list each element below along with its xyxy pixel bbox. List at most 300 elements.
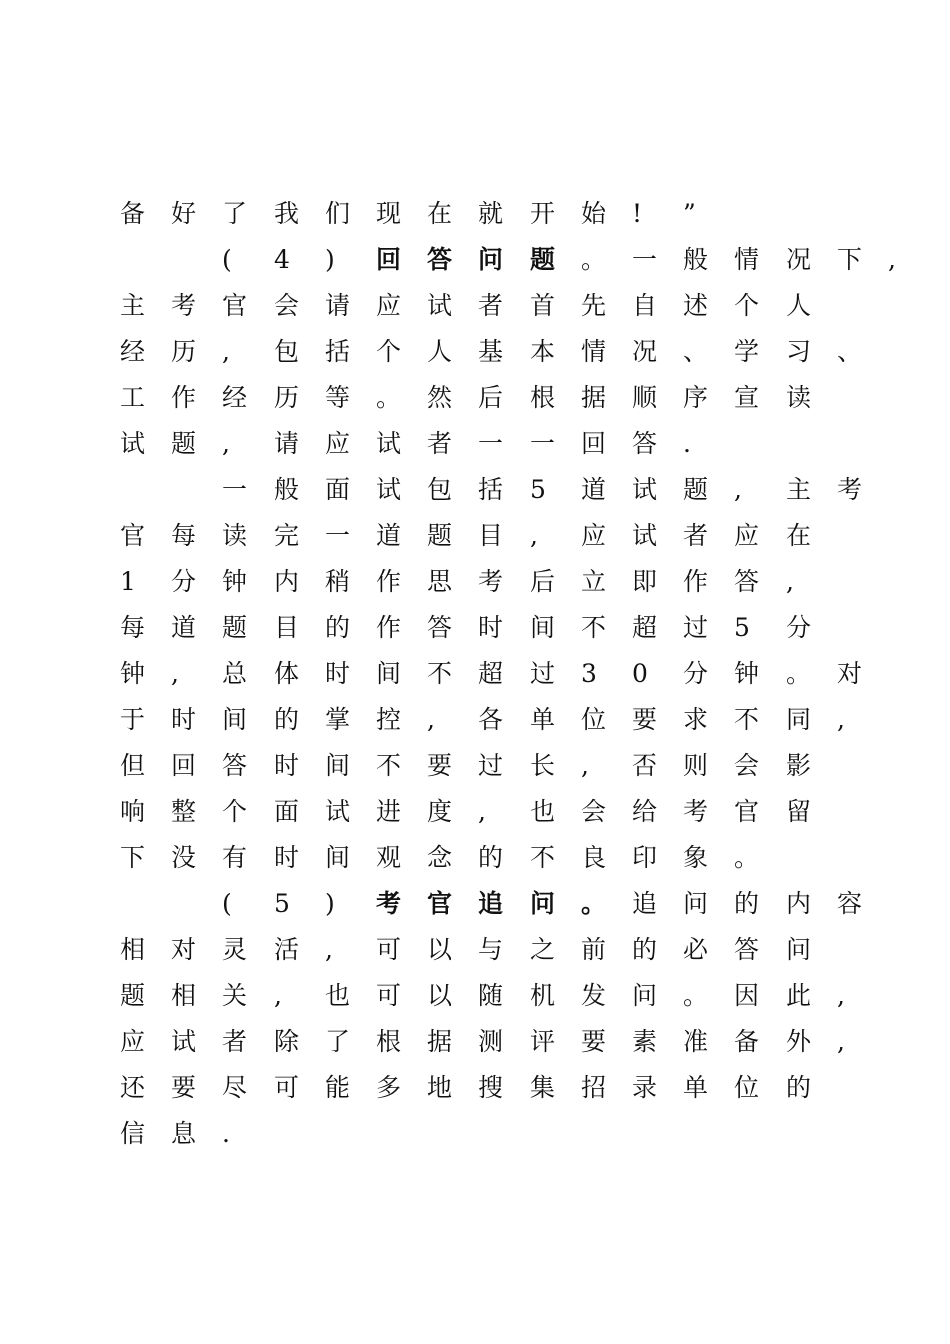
text-char: 、 [683, 337, 709, 366]
text-char: 立 [581, 567, 607, 596]
text-char: 超 [478, 659, 504, 688]
text-char: 时 [478, 613, 504, 642]
text-char: ” [683, 199, 696, 228]
text-line [120, 838, 840, 878]
text-char: 序 [683, 383, 709, 412]
text-char: 随 [478, 981, 504, 1010]
text-char: 长 [530, 751, 556, 780]
text-char: 不 [427, 659, 453, 688]
text-char: ! [632, 199, 643, 228]
text-char: 单 [530, 705, 556, 734]
text-char: 没 [171, 843, 197, 872]
text-char: 道 [581, 475, 607, 504]
text-char: 况 [632, 337, 658, 366]
text-char: 观 [376, 843, 402, 872]
text-char: 官 [427, 889, 453, 918]
text-char: 应 [581, 521, 607, 550]
text-char: 试 [427, 291, 453, 320]
text-char: 位 [734, 1073, 760, 1102]
text-char: 。 [786, 659, 812, 688]
text-line [120, 1114, 840, 1154]
text-char: 除 [274, 1027, 300, 1056]
text-char: 的 [478, 843, 504, 872]
text-char: 4 [274, 245, 290, 274]
text-char: 过 [530, 659, 556, 688]
text-char: 包 [427, 475, 453, 504]
text-char: 5 [530, 475, 546, 504]
text-char: 对 [837, 659, 863, 688]
text-char: 般 [274, 475, 300, 504]
text-char: , [222, 337, 230, 366]
text-char: 1 [120, 567, 136, 596]
text-char: 控 [376, 705, 402, 734]
text-char: 经 [120, 337, 146, 366]
text-char: 回 [171, 751, 197, 780]
text-char: 念 [427, 843, 453, 872]
text-char: 完 [274, 521, 300, 550]
text-char: 有 [222, 843, 248, 872]
text-char: 的 [274, 705, 300, 734]
text-char: 良 [581, 843, 607, 872]
text-char: 关 [222, 981, 248, 1010]
text-char: 题 [222, 613, 248, 642]
text-char: 后 [478, 383, 504, 412]
text-char: 。 [376, 383, 402, 412]
text-char: 面 [274, 797, 300, 826]
text-char: 先 [581, 291, 607, 320]
text-char: 息 [171, 1119, 197, 1148]
text-char: 就 [478, 199, 504, 228]
text-char: ) [325, 889, 335, 918]
text-char: 分 [786, 613, 812, 642]
text-char: 个 [222, 797, 248, 826]
text-char: 录 [632, 1073, 658, 1102]
text-char: 者 [478, 291, 504, 320]
text-char: 稍 [325, 567, 351, 596]
text-char: 历 [171, 337, 197, 366]
text-char: 。 [734, 843, 760, 872]
text-char: 体 [274, 659, 300, 688]
text-line [120, 792, 840, 832]
text-char: 时 [325, 659, 351, 688]
text-char: 发 [581, 981, 607, 1010]
text-char: 官 [734, 797, 760, 826]
text-char: 首 [530, 291, 556, 320]
text-char: 考 [478, 567, 504, 596]
text-char: 。 [683, 981, 709, 1010]
text-char: 好 [171, 199, 197, 228]
text-char: 学 [734, 337, 760, 366]
text-char: 各 [478, 705, 504, 734]
text-line [120, 884, 863, 924]
text-char: 目 [478, 521, 504, 550]
text-char: 准 [683, 1027, 709, 1056]
text-char: 答 [734, 935, 760, 964]
text-char: 前 [581, 935, 607, 964]
text-char: 一 [478, 429, 504, 458]
text-char: ) [325, 245, 335, 274]
text-char: 题 [171, 429, 197, 458]
text-char: , [581, 751, 589, 780]
text-char: 试 [325, 797, 351, 826]
text-char: 作 [376, 613, 402, 642]
text-char: 历 [274, 383, 300, 412]
text-char: 超 [632, 613, 658, 642]
text-char: 试 [632, 475, 658, 504]
text-char: 应 [325, 429, 351, 458]
text-char: 题 [427, 521, 453, 550]
text-char: 求 [683, 705, 709, 734]
text-char: ( [222, 245, 232, 274]
text-line [120, 608, 840, 648]
text-char: , [222, 429, 230, 458]
text-char: 能 [325, 1073, 351, 1102]
text-char: 问 [632, 981, 658, 1010]
text-char: 根 [530, 383, 556, 412]
text-char: 即 [632, 567, 658, 596]
text-char: 时 [274, 751, 300, 780]
text-char: 在 [427, 199, 453, 228]
text-char: 必 [683, 935, 709, 964]
text-char: 试 [171, 1027, 197, 1056]
text-char: 会 [274, 291, 300, 320]
text-char: 地 [427, 1073, 453, 1102]
text-char: 习 [786, 337, 812, 366]
text-char: 每 [171, 521, 197, 550]
text-char: 般 [683, 245, 709, 274]
text-char: 包 [274, 337, 300, 366]
text-char: 题 [530, 245, 556, 274]
text-char: 述 [683, 291, 709, 320]
text-char: 人 [786, 291, 812, 320]
text-char: 试 [376, 475, 402, 504]
text-char: , [837, 981, 845, 1010]
text-char: 分 [683, 659, 709, 688]
text-char: 不 [581, 613, 607, 642]
text-char: 考 [376, 889, 402, 918]
text-char: 。 [581, 245, 607, 274]
text-char: 基 [478, 337, 504, 366]
text-char: 下 [837, 245, 863, 274]
text-char: 掌 [325, 705, 351, 734]
text-char: 多 [376, 1073, 402, 1102]
text-char: 考 [683, 797, 709, 826]
text-char: 对 [171, 935, 197, 964]
text-char: 相 [171, 981, 197, 1010]
text-char: 还 [120, 1073, 146, 1102]
text-char: 度 [427, 797, 453, 826]
text-char: 官 [222, 291, 248, 320]
text-line [120, 930, 840, 970]
text-char: 会 [581, 797, 607, 826]
text-char: 同 [786, 705, 812, 734]
text-char: . [222, 1119, 230, 1148]
text-char: 内 [786, 889, 812, 918]
text-char: 象 [683, 843, 709, 872]
text-char: , [530, 521, 538, 550]
text-line [120, 1068, 840, 1108]
text-char: 间 [325, 843, 351, 872]
text-char: 工 [120, 383, 146, 412]
text-char: 不 [734, 705, 760, 734]
text-char: 答 [222, 751, 248, 780]
text-char: 间 [530, 613, 556, 642]
text-line [120, 286, 840, 326]
text-char: 开 [530, 199, 556, 228]
text-line [120, 1022, 845, 1062]
text-line [120, 746, 840, 786]
text-char: , [837, 705, 845, 734]
text-char: 了 [222, 199, 248, 228]
text-char: , [837, 1027, 845, 1056]
text-char: 作 [376, 567, 402, 596]
text-char: 应 [120, 1027, 146, 1056]
text-char: 3 [581, 659, 597, 688]
text-char: 搜 [478, 1073, 504, 1102]
text-char: 机 [530, 981, 556, 1010]
text-char: 问 [478, 245, 504, 274]
text-line [120, 470, 863, 510]
text-char: 可 [376, 935, 402, 964]
text-char: 应 [734, 521, 760, 550]
text-char: 本 [530, 337, 556, 366]
text-char: , [171, 659, 179, 688]
text-char: 道 [376, 521, 402, 550]
text-char: 下 [120, 843, 146, 872]
text-char: 则 [683, 751, 709, 780]
text-char: 问 [786, 935, 812, 964]
text-char: 的 [325, 613, 351, 642]
text-char: 答 [734, 567, 760, 596]
text-char: 括 [478, 475, 504, 504]
text-line [120, 562, 840, 602]
text-char: 钟 [222, 567, 248, 596]
text-char: 留 [786, 797, 812, 826]
text-char: , [888, 245, 896, 274]
text-char: 可 [376, 981, 402, 1010]
text-char: 不 [530, 843, 556, 872]
text-char: , [786, 567, 794, 596]
text-char: 备 [120, 199, 146, 228]
text-char: 也 [530, 797, 556, 826]
text-char: 宣 [734, 383, 760, 412]
text-char: 面 [325, 475, 351, 504]
text-char: 容 [837, 889, 863, 918]
text-char: 不 [376, 751, 402, 780]
text-char: 人 [427, 337, 453, 366]
text-char: 影 [786, 751, 812, 780]
text-char: 集 [530, 1073, 556, 1102]
text-char: 回 [581, 429, 607, 458]
text-char: 内 [274, 567, 300, 596]
text-char: 印 [632, 843, 658, 872]
text-char: 考 [837, 475, 863, 504]
text-char: 以 [427, 981, 453, 1010]
text-line [120, 654, 863, 694]
text-char: 间 [325, 751, 351, 780]
text-char: 要 [632, 705, 658, 734]
text-char: 与 [478, 935, 504, 964]
text-char: 现 [376, 199, 402, 228]
text-char: , [734, 475, 742, 504]
text-char: 过 [478, 751, 504, 780]
text-line [120, 516, 840, 556]
text-char: 题 [120, 981, 146, 1010]
text-char: 每 [120, 613, 146, 642]
text-line [120, 700, 845, 740]
text-char: , [478, 797, 486, 826]
text-char: , [325, 935, 333, 964]
text-char: 也 [325, 981, 351, 1010]
text-char: 答 [632, 429, 658, 458]
text-char: 读 [786, 383, 812, 412]
text-char: , [274, 981, 282, 1010]
text-char: 要 [171, 1073, 197, 1102]
text-char: 尽 [222, 1073, 248, 1102]
text-char: 相 [120, 935, 146, 964]
text-line [120, 378, 840, 418]
text-char: 招 [581, 1073, 607, 1102]
text-char: 活 [274, 935, 300, 964]
text-char: 可 [274, 1073, 300, 1102]
text-char: 答 [427, 245, 453, 274]
text-char: 然 [427, 383, 453, 412]
text-char: 情 [581, 337, 607, 366]
text-char: 请 [325, 291, 351, 320]
text-char: 于 [120, 705, 146, 734]
text-char: 读 [222, 521, 248, 550]
text-char: 后 [530, 567, 556, 596]
text-char: 等 [325, 383, 351, 412]
text-char: 间 [222, 705, 248, 734]
text-char: 测 [478, 1027, 504, 1056]
text-char: 回 [376, 245, 402, 274]
text-char: 的 [734, 889, 760, 918]
text-char: 分 [171, 567, 197, 596]
text-char: 答 [427, 613, 453, 642]
text-char: 顺 [632, 383, 658, 412]
text-char: 响 [120, 797, 146, 826]
text-char: 位 [581, 705, 607, 734]
text-char: 题 [683, 475, 709, 504]
text-char: 否 [632, 751, 658, 780]
text-char: 据 [427, 1027, 453, 1056]
text-char: 备 [734, 1027, 760, 1056]
text-char: , [427, 705, 435, 734]
text-line [120, 332, 863, 372]
text-char: 要 [581, 1027, 607, 1056]
text-char: 一 [632, 245, 658, 274]
text-char: 单 [683, 1073, 709, 1102]
text-char: 试 [632, 521, 658, 550]
text-char: 钟 [734, 659, 760, 688]
text-char: 据 [581, 383, 607, 412]
text-char: 过 [683, 613, 709, 642]
text-char: 根 [376, 1027, 402, 1056]
text-char: 素 [632, 1027, 658, 1056]
text-char: 评 [530, 1027, 556, 1056]
text-char: 追 [478, 889, 504, 918]
text-line [120, 976, 845, 1016]
text-char: 始 [581, 199, 607, 228]
text-char: 主 [786, 475, 812, 504]
text-char: 时 [274, 843, 300, 872]
text-char: . [683, 429, 691, 458]
text-char: 的 [632, 935, 658, 964]
text-line [120, 424, 840, 464]
text-char: 之 [530, 935, 556, 964]
text-char: 一 [530, 429, 556, 458]
text-char: 钟 [120, 659, 146, 688]
text-char: 道 [171, 613, 197, 642]
text-char: ( [222, 889, 232, 918]
text-char: 整 [171, 797, 197, 826]
text-char: 时 [171, 705, 197, 734]
text-char: 者 [427, 429, 453, 458]
text-char: 目 [274, 613, 300, 642]
text-char: 试 [376, 429, 402, 458]
text-char: 括 [325, 337, 351, 366]
text-char: 以 [427, 935, 453, 964]
text-char: 间 [376, 659, 402, 688]
text-char: 主 [120, 291, 146, 320]
text-char: 0 [632, 659, 648, 688]
text-char: 况 [786, 245, 812, 274]
text-char: 总 [222, 659, 248, 688]
text-char: 灵 [222, 935, 248, 964]
text-char: 我 [274, 199, 300, 228]
text-char: 个 [734, 291, 760, 320]
text-char: 者 [222, 1027, 248, 1056]
text-char: 思 [427, 567, 453, 596]
text-line [120, 240, 896, 280]
text-line [120, 194, 840, 234]
text-char: 5 [734, 613, 750, 642]
text-char: 一 [222, 475, 248, 504]
text-char: 追 [632, 889, 658, 918]
text-char: 要 [427, 751, 453, 780]
text-char: 的 [786, 1073, 812, 1102]
text-char: 因 [734, 981, 760, 1010]
text-char: 自 [632, 291, 658, 320]
text-char: 应 [376, 291, 402, 320]
text-char: 们 [325, 199, 351, 228]
text-char: 一 [325, 521, 351, 550]
text-char: 进 [376, 797, 402, 826]
text-char: 经 [222, 383, 248, 412]
text-char: 官 [120, 521, 146, 550]
text-char: 了 [325, 1027, 351, 1056]
text-char: 个 [376, 337, 402, 366]
text-char: 作 [683, 567, 709, 596]
text-char: 。 [581, 889, 607, 918]
text-char: 情 [734, 245, 760, 274]
text-char: 作 [171, 383, 197, 412]
text-char: 信 [120, 1119, 146, 1148]
text-char: 给 [632, 797, 658, 826]
text-char: 但 [120, 751, 146, 780]
text-char: 请 [274, 429, 300, 458]
text-char: 外 [786, 1027, 812, 1056]
text-char: 此 [786, 981, 812, 1010]
text-char: 5 [274, 889, 290, 918]
text-char: 会 [734, 751, 760, 780]
text-char: 在 [786, 521, 812, 550]
text-char: 问 [683, 889, 709, 918]
text-char: 试 [120, 429, 146, 458]
text-char: 、 [837, 337, 863, 366]
text-char: 问 [530, 889, 556, 918]
